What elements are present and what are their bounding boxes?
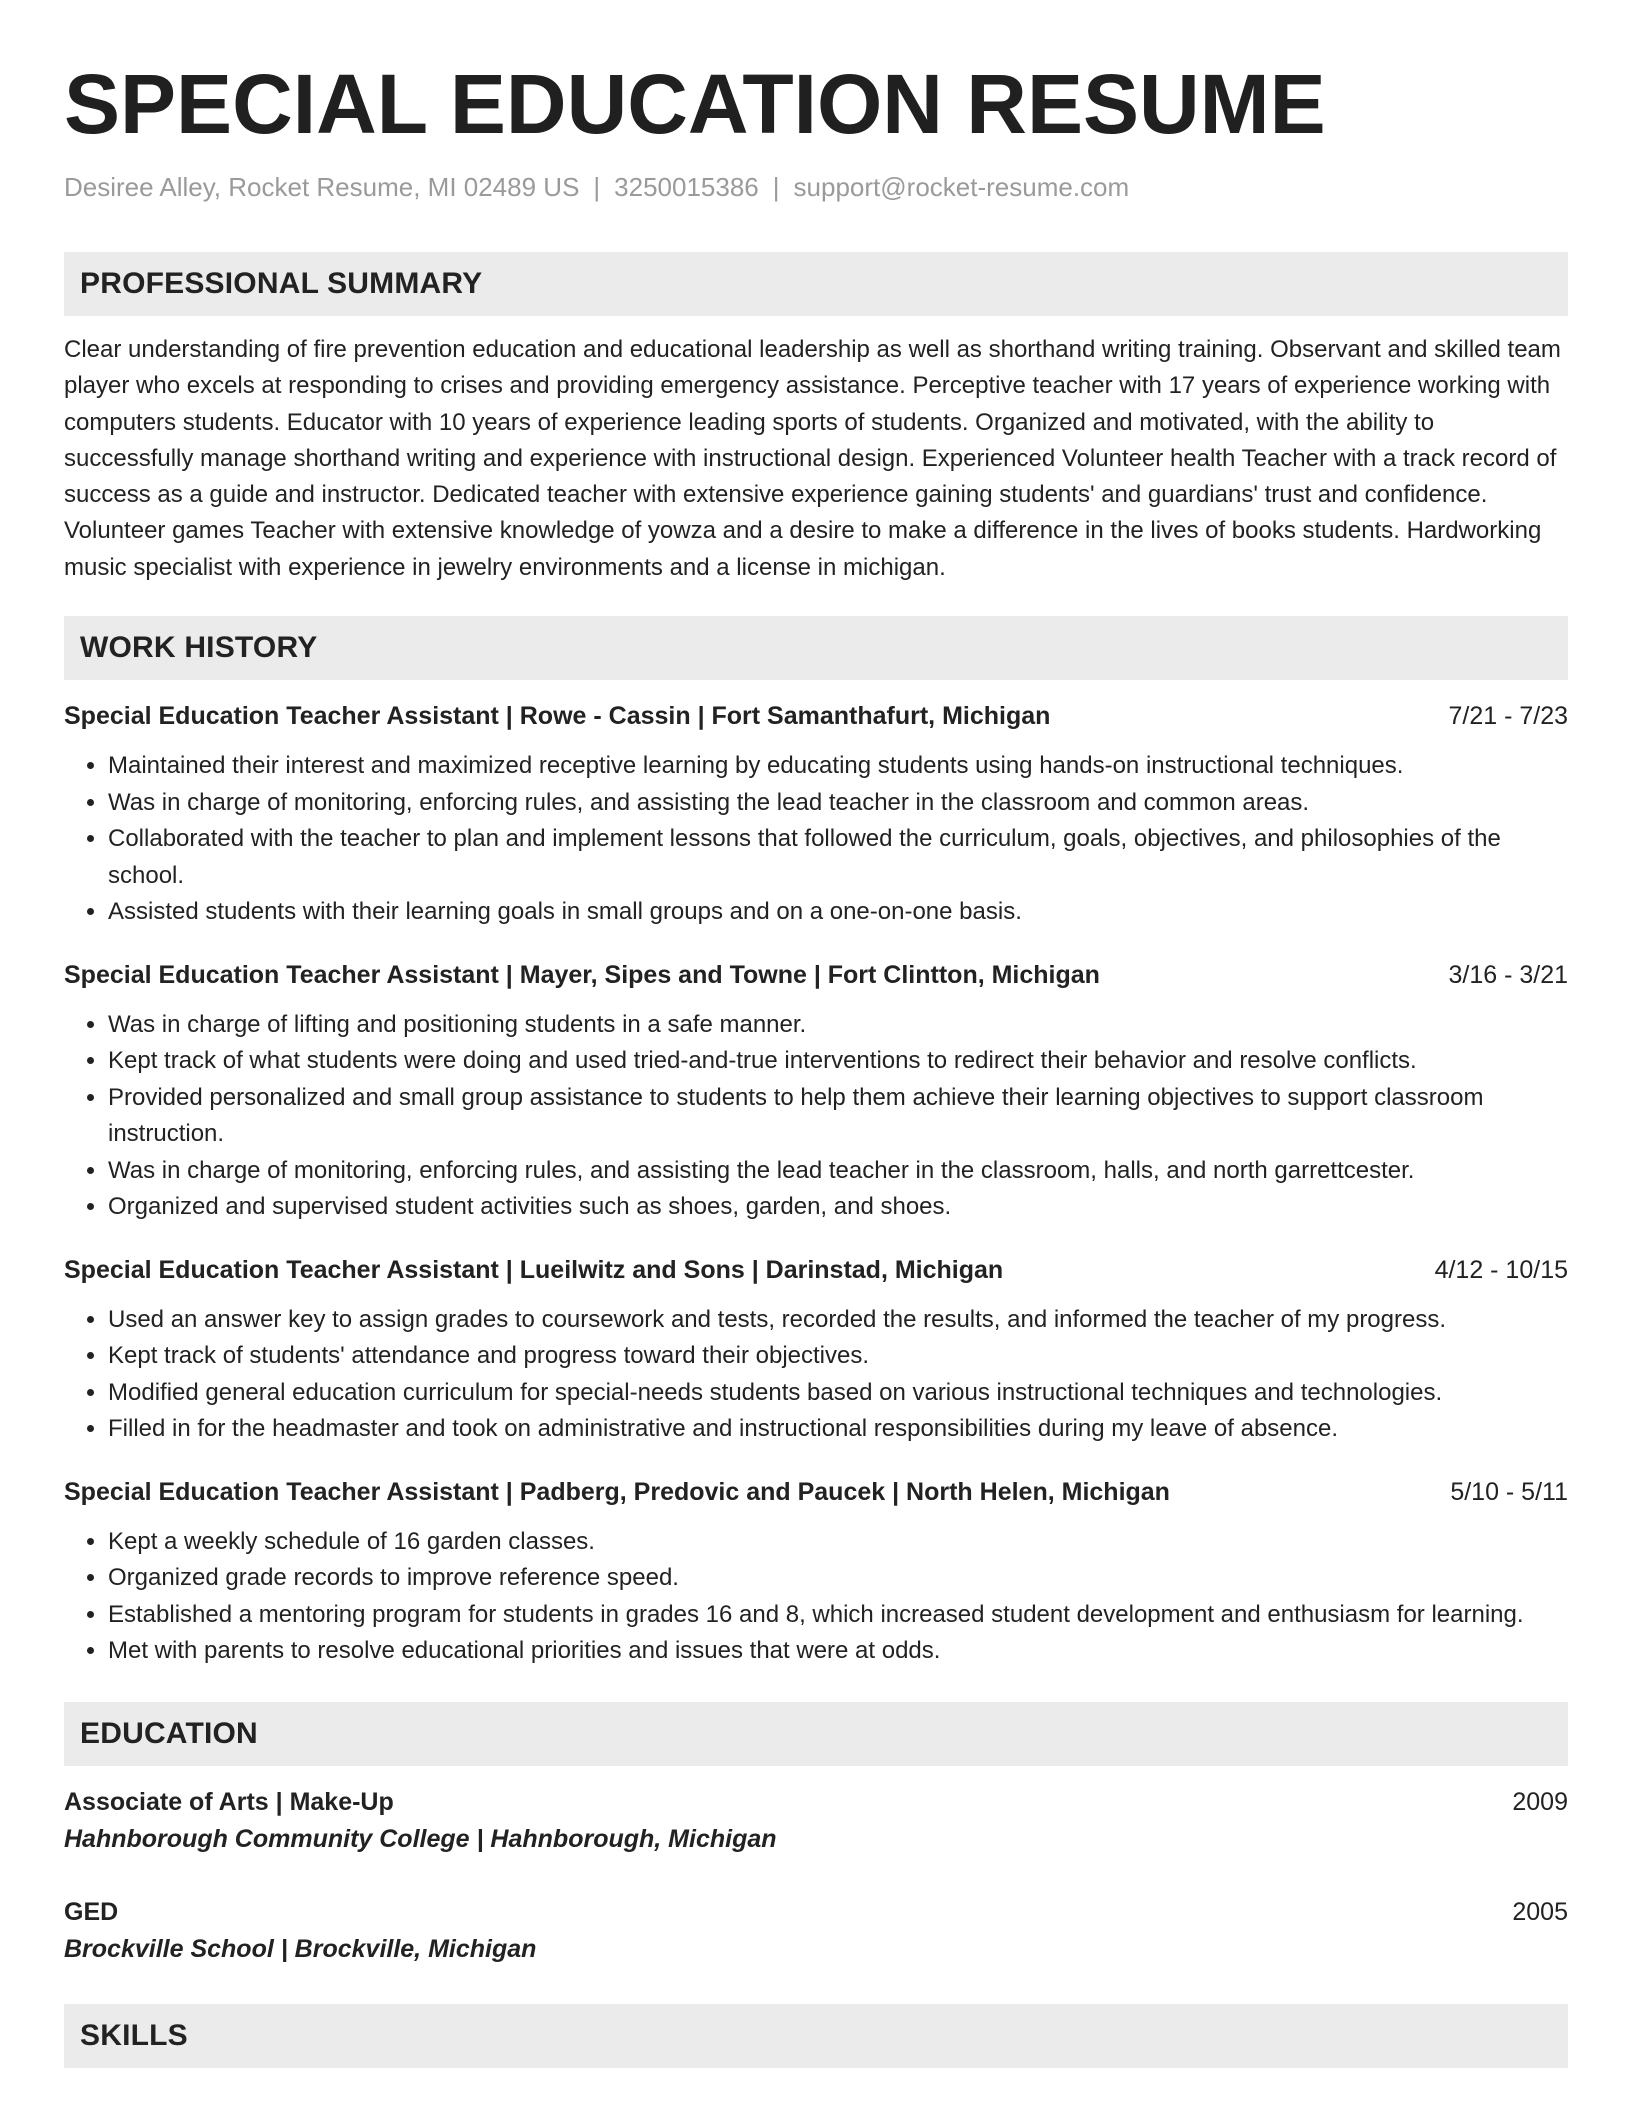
professional-summary-text: Clear understanding of fire prevention education and educational leadership as well as shorthand writing training. Observant and skilled team player who excels at responding to crises and providing emergency assistance. Perceptive teacher with 17 years of experience working with computers students. Educator with 10 years of experience leading sports of students. Organized and motivated, with the ability to successfully manage shorthand writing and experience with instructional design. Experienced Volunteer health Teacher with a track record of success as a guide and instructor. Dedicated teacher with extensive experience gaining students' and guardians' trust and confidence. Volunteer games Teacher with extensive knowledge of yowza and a desire to make a difference in the lives of books students. Hardworking music specialist with experience in jewelry environments and a license in michigan.	[64, 336, 1561, 581]
education-year: 2005	[1512, 1897, 1568, 1926]
job-bullets	[64, 1524, 1568, 1670]
job-dates: 5/10 - 5/11	[1450, 1477, 1568, 1506]
job-title: Special Education Teacher Assistant | Rowe - Cassin | Fort Samanthafurt, Michigan	[64, 702, 1051, 731]
contact-email[interactable]: support@rocket-resume.com	[793, 172, 1130, 202]
job-entry	[64, 698, 1568, 931]
contact-separator: |	[772, 172, 780, 202]
contact-separator: |	[593, 172, 601, 202]
job-dates: 7/21 - 7/23	[1448, 702, 1568, 731]
job-bullets	[64, 1007, 1568, 1226]
education-degree: Associate of Arts | Make-Up	[64, 1787, 394, 1816]
job-bullet: • Met with parents to resolve educational priorities and issues that were at odds.	[108, 1633, 1568, 1670]
job-title: Special Education Teacher Assistant | Mayer, Sipes and Towne | Fort Clintton, Michigan	[64, 960, 1100, 989]
job-header	[64, 1474, 1568, 1510]
job-entry	[64, 1252, 1568, 1448]
job-bullet: • Assisted students with their learning goals in small groups and on a one-on-one basis.	[108, 894, 1568, 931]
education-entry	[64, 1784, 1568, 1858]
education-year: 2009	[1512, 1787, 1568, 1816]
job-dates: 3/16 - 3/21	[1448, 960, 1568, 989]
job-bullets	[64, 748, 1568, 931]
job-bullet: • Organized grade records to improve reference speed.	[108, 1560, 1568, 1597]
job-bullet: • Kept track of students' attendance and progress toward their objectives.	[108, 1338, 1568, 1375]
job-bullet: • Filled in for the headmaster and took on administrative and instructional responsibilities during my leave of absence.	[108, 1411, 1568, 1448]
job-bullet: • Used an answer key to assign grades to coursework and tests, recorded the results, and informed the teacher of my progress.	[108, 1302, 1568, 1339]
section-header-work-history: WORK HISTORY	[64, 616, 1568, 680]
job-title: Special Education Teacher Assistant | Lueilwitz and Sons | Darinstad, Michigan	[64, 1255, 1004, 1284]
contact-phone: 3250015386	[614, 172, 759, 202]
section-header-education: EDUCATION	[64, 1702, 1568, 1766]
job-title: Special Education Teacher Assistant | Padberg, Predovic and Paucek | North Helen, Michigan	[64, 1477, 1170, 1506]
job-bullet: • Organized and supervised student activities such as shoes, garden, and shoes.	[108, 1189, 1568, 1226]
job-entry	[64, 957, 1568, 1226]
section-header-professional-summary: PROFESSIONAL SUMMARY	[64, 252, 1568, 316]
job-entry	[64, 1474, 1568, 1670]
job-dates: 4/12 - 10/15	[1434, 1255, 1568, 1284]
job-bullet: • Kept a weekly schedule of 16 garden classes.	[108, 1524, 1568, 1561]
job-header	[64, 957, 1568, 993]
job-header	[64, 1252, 1568, 1288]
job-bullet: • Maintained their interest and maximized receptive learning by educating students using hands-on instructional techniques.	[108, 748, 1568, 785]
job-bullet: • Was in charge of monitoring, enforcing rules, and assisting the lead teacher in the classroom, halls, and north garrettcester.	[108, 1153, 1568, 1190]
education-school: Brockville School | Brockville, Michigan	[64, 1934, 537, 1963]
resume-page	[64, 54, 1568, 2068]
job-bullet: • Modified general education curriculum for special-needs students based on various instructional techniques and technologies.	[108, 1375, 1568, 1412]
education-header	[64, 1894, 1568, 1930]
job-bullet: • Provided personalized and small group assistance to students to help them achieve their learning objectives to support classroom instruction.	[108, 1080, 1568, 1153]
job-bullet: • Was in charge of monitoring, enforcing rules, and assisting the lead teacher in the classroom and common areas.	[108, 785, 1568, 822]
job-bullet: • Collaborated with the teacher to plan and implement lessons that followed the curriculum, goals, objectives, and philosophies of the school.	[108, 821, 1568, 894]
education-header	[64, 1784, 1568, 1820]
resume-title: SPECIAL EDUCATION RESUME	[64, 57, 1326, 151]
education-degree: GED	[64, 1897, 119, 1926]
education-entry	[64, 1894, 1568, 1968]
contact-line	[64, 170, 1568, 204]
job-bullet: • Established a mentoring program for students in grades 16 and 8, which increased student development and enthusiasm for learning.	[108, 1597, 1568, 1634]
job-bullets	[64, 1302, 1568, 1448]
job-bullet: • Was in charge of lifting and positioning students in a safe manner.	[108, 1007, 1568, 1044]
education-school: Hahnborough Community College | Hahnborough, Michigan	[64, 1824, 777, 1853]
job-bullet: • Kept track of what students were doing and used tried-and-true interventions to redirect their behavior and resolve conflicts.	[108, 1043, 1568, 1080]
section-header-skills: SKILLS	[64, 2004, 1568, 2068]
job-header	[64, 698, 1568, 734]
contact-address: Desiree Alley, Rocket Resume, MI 02489 US	[64, 172, 580, 202]
